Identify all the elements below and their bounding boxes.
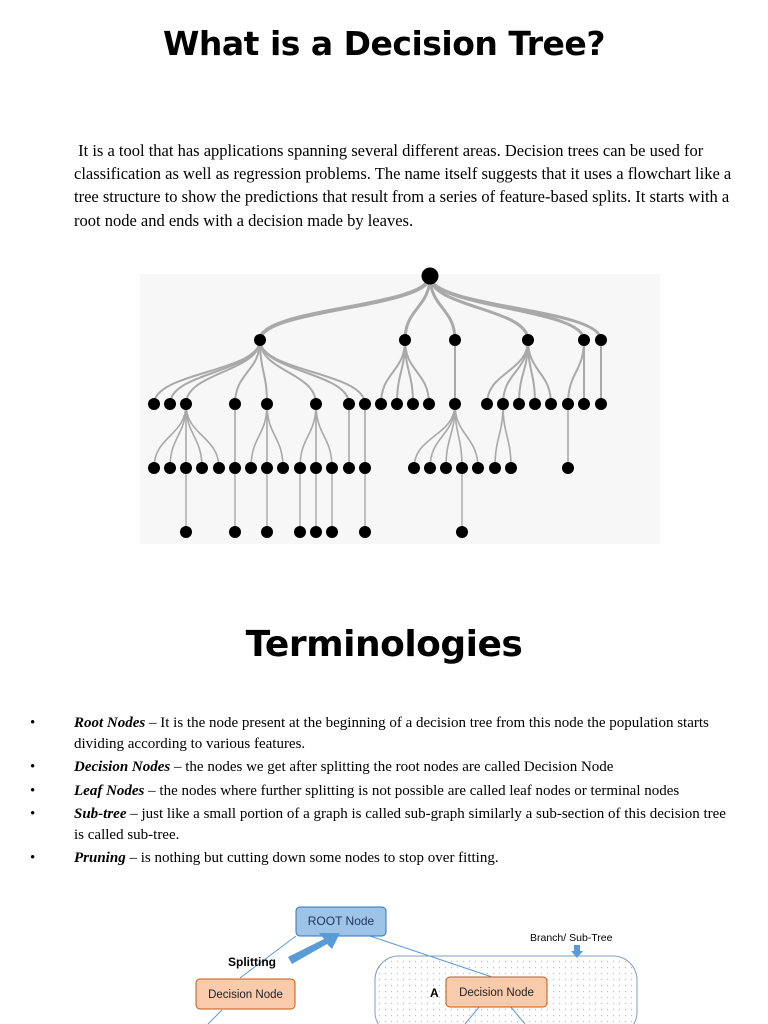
bullet-icon: • xyxy=(30,850,36,866)
tree-node xyxy=(261,462,273,474)
tree-node xyxy=(424,462,436,474)
tree-node xyxy=(148,398,160,410)
tree-node xyxy=(375,398,387,410)
tree-node xyxy=(180,526,192,538)
term-name: Decision Nodes xyxy=(74,759,171,775)
tree-node xyxy=(229,462,241,474)
tree-node xyxy=(529,398,541,410)
tree-node xyxy=(578,398,590,410)
tree-node xyxy=(497,398,509,410)
tree-node xyxy=(407,398,419,410)
term-description: is nothing but cutting down some nodes to stop over fitting. xyxy=(140,850,499,866)
term-description: the nodes we get after splitting the root nodes are called Decision Node xyxy=(185,759,614,775)
tree-node xyxy=(449,334,461,346)
tree-node xyxy=(245,462,257,474)
tree-node xyxy=(261,526,273,538)
tree-node xyxy=(359,398,371,410)
intro-paragraph xyxy=(74,139,734,232)
list-item: • Leaf Nodes – the nodes where further splitting is not possible are called leaf nodes or terminal nodes xyxy=(30,781,730,802)
intro-text: It is a tool that has applications spanning several different areas. Decision trees can be used for classification as well as regression problems. The name itself suggests that it uses a flowchart like a tree structure to show the predictions that result from a series of feature-based splits. It starts with a root node and ends with a decision made by leaves. xyxy=(74,141,732,230)
root-node-label: ROOT Node xyxy=(307,914,375,928)
tree-node xyxy=(343,462,355,474)
tree-node xyxy=(449,398,461,410)
tree-node xyxy=(545,398,557,410)
tree-node xyxy=(310,526,322,538)
tree-node xyxy=(294,526,306,538)
leaf-line xyxy=(208,1010,222,1024)
tree-node xyxy=(277,462,289,474)
tree-node xyxy=(294,462,306,474)
tree-node xyxy=(164,398,176,410)
tree-node xyxy=(180,398,192,410)
decision-node-label-right: Decision Node xyxy=(459,987,534,999)
term-description: the nodes where further splitting is not possible are called leaf nodes or terminal nodes xyxy=(159,782,680,799)
tree-node xyxy=(472,462,484,474)
tree-node xyxy=(229,398,241,410)
tree-node xyxy=(310,462,322,474)
tree-node xyxy=(359,526,371,538)
page-title: What is a Decision Tree? xyxy=(163,24,605,63)
term-name: Root Nodes xyxy=(74,715,146,731)
term-name: Leaf Nodes xyxy=(74,782,145,799)
tree-node xyxy=(456,462,468,474)
marker-a-label: A xyxy=(430,986,439,1000)
tree-node xyxy=(522,334,534,346)
tree-node xyxy=(481,398,493,410)
bullet-icon: • xyxy=(30,759,36,775)
list-item: • Root Nodes – It is the node present at the beginning of a decision tree from this node the population starts dividing according to various features. xyxy=(30,715,709,752)
branch-subtree-label: Branch/ Sub-Tree xyxy=(530,932,613,944)
tree-node xyxy=(229,526,241,538)
list-item: • Decision Nodes – the nodes we get after splitting the root nodes are called Decision Node xyxy=(30,757,730,778)
term-description: It is the node present at the beginning of a decision tree from this node the population starts dividing according to various features. xyxy=(74,715,709,752)
tree-node xyxy=(408,462,420,474)
tree-node xyxy=(261,398,273,410)
list-item: • Pruning – is nothing but cutting down some nodes to stop over fitting. xyxy=(30,848,730,869)
bullet-icon: • xyxy=(30,715,36,731)
tree-node xyxy=(505,462,517,474)
tree-node xyxy=(343,398,355,410)
bullet-icon: • xyxy=(30,782,36,799)
tree-node xyxy=(359,462,371,474)
terminology-diagram xyxy=(180,900,650,1024)
tree-node xyxy=(254,334,266,346)
term-description: just like a small portion of a graph is called sub-graph similarly a sub-section of this decision tree is called sub-tree. xyxy=(74,806,726,843)
tree-node xyxy=(513,398,525,410)
tree-node xyxy=(489,462,501,474)
bullet-icon: • xyxy=(30,806,36,822)
term-name: Pruning xyxy=(74,850,126,866)
term-name: Sub-tree xyxy=(74,806,127,822)
tree-node xyxy=(326,462,338,474)
section-title: Terminologies xyxy=(245,624,523,665)
tree-node xyxy=(148,462,160,474)
tree-node xyxy=(562,462,574,474)
tree-node xyxy=(562,398,574,410)
tree-node xyxy=(391,398,403,410)
tree-node xyxy=(180,462,192,474)
tree-node xyxy=(164,462,176,474)
decision-tree-illustration xyxy=(140,262,660,547)
tree-node xyxy=(595,398,607,410)
tree-node xyxy=(213,462,225,474)
tree-node xyxy=(422,268,439,285)
tree-node xyxy=(595,334,607,346)
tree-node xyxy=(423,398,435,410)
splitting-arrow-icon xyxy=(288,933,340,964)
tree-node xyxy=(456,526,468,538)
tree-node xyxy=(399,334,411,346)
tree-node xyxy=(196,462,208,474)
tree-node xyxy=(310,398,322,410)
tree-node xyxy=(440,462,452,474)
decision-node-label-left: Decision Node xyxy=(208,989,283,1001)
list-item: • Sub-tree – just like a small portion of a graph is called sub-graph similarly a sub-section of this decision tree is called sub-tree. xyxy=(30,806,726,843)
splitting-label: Splitting xyxy=(228,955,276,969)
tree-node xyxy=(326,526,338,538)
terminology-list xyxy=(30,713,730,872)
tree-node xyxy=(578,334,590,346)
